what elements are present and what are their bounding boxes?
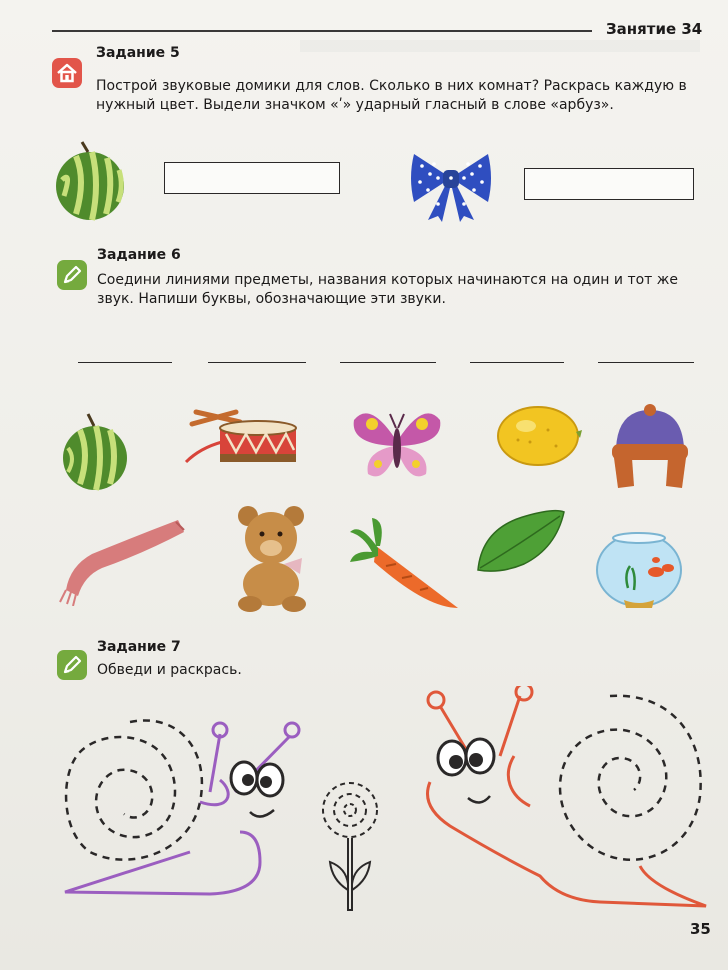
task7-instruction: Обведи и раскрась.	[97, 662, 242, 678]
snail-left-picture[interactable]	[60, 712, 310, 914]
pencil-icon	[57, 260, 87, 290]
watermelon-picture	[52, 140, 128, 226]
task5-instruction-line1: Построй звуковые домики для слов. Сколько в них комнат? Раскрась каждую в	[96, 78, 687, 94]
drum-picture[interactable]	[180, 408, 302, 474]
writing-line-5[interactable]	[598, 362, 694, 363]
answer-box-bow[interactable]	[524, 168, 694, 200]
task6-instruction-line2: звук. Напиши буквы, обозначающие эти звуки.	[97, 291, 446, 307]
pencil-icon	[57, 650, 87, 680]
carrot-picture[interactable]	[346, 516, 464, 616]
snail-right-picture[interactable]	[410, 686, 712, 916]
answer-box-watermelon[interactable]	[164, 162, 340, 194]
leaf-picture[interactable]	[474, 508, 566, 578]
task6-instruction-line1: Соедини линиями предметы, названия которых начинаются на один и тот же	[97, 272, 679, 288]
bleed-through-shadow	[300, 40, 700, 52]
writing-line-2[interactable]	[208, 362, 306, 363]
aquarium-picture[interactable]	[594, 526, 684, 614]
lesson-title: Занятие 34	[606, 20, 703, 38]
writing-line-4[interactable]	[470, 362, 564, 363]
task6-title: Задание 6	[97, 247, 181, 263]
page-number: 35	[690, 920, 711, 938]
watermelon-small-picture[interactable]	[60, 410, 130, 496]
winter-hat-picture[interactable]	[604, 402, 694, 498]
house-icon	[52, 58, 82, 88]
butterfly-picture[interactable]	[350, 400, 444, 490]
writing-line-3[interactable]	[340, 362, 436, 363]
writing-line-1[interactable]	[78, 362, 172, 363]
task7-title: Задание 7	[97, 639, 181, 655]
teddy-bear-picture[interactable]	[232, 504, 314, 616]
task5-instruction-line2: нужный цвет. Выдели значком «ʹ» ударный гласный в слове «арбуз».	[96, 97, 614, 113]
flower-picture[interactable]	[318, 780, 382, 916]
task5-title: Задание 5	[96, 45, 180, 61]
bow-picture	[408, 148, 494, 228]
scarf-picture[interactable]	[56, 514, 186, 610]
lemon-picture[interactable]	[496, 402, 582, 472]
header-rule	[52, 30, 592, 32]
